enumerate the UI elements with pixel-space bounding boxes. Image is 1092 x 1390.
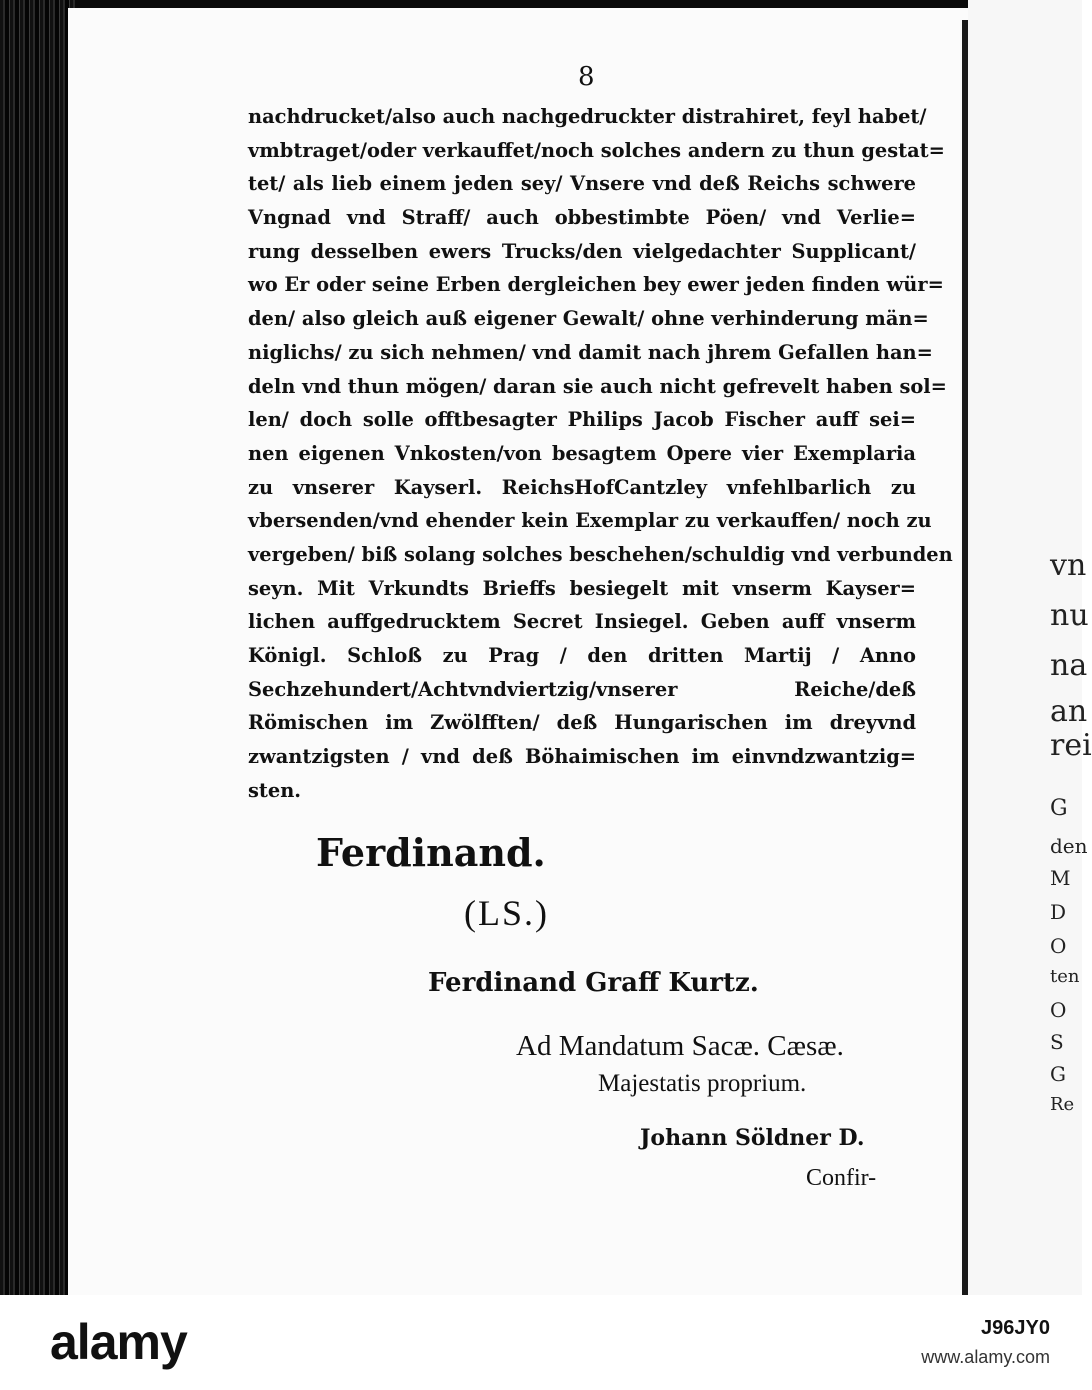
text-line: Römischen im Zwölfften/ deß Hungarischen im dreyvnd: [248, 711, 916, 735]
facing-page-fragment: ten: [1050, 966, 1080, 987]
facing-page-fragment: O: [1050, 998, 1067, 1022]
mandate-line-2: Majestatis proprium.: [598, 1070, 807, 1097]
mandate-line-1: Ad Mandatum Sacæ. Cæsæ.: [516, 1030, 844, 1062]
facing-page-fragment: na: [1050, 648, 1088, 683]
facing-page-fragment: O: [1050, 934, 1067, 958]
text-line: zwantzigsten / vnd deß Böhaimischen im einvndzwantzig=: [248, 745, 916, 769]
catchword: Confir-: [806, 1165, 877, 1191]
facing-page-fragment: vn: [1050, 548, 1087, 583]
page-number: 8: [578, 62, 595, 92]
text-line: zu vnserer Kayserl. ReichsHofCantzley vnfehlbarlich zu: [248, 475, 916, 499]
text-line: rung desselben ewers Trucks/den vielgedachter Supplicant/: [248, 239, 916, 263]
facing-page-fragment: rei: [1050, 728, 1092, 763]
watermark-logo: alamy: [50, 1314, 187, 1370]
facing-page-fragment: S: [1050, 1030, 1064, 1054]
signature-secretary: Johann Söldner D.: [640, 1125, 865, 1151]
body-text: [248, 100, 953, 807]
text-line: sten.: [248, 778, 302, 802]
seal-mark: (LS.): [464, 893, 549, 933]
text-line: Vngnad vnd Straff/ auch obbestimbte Pöen/ vnd Verlie=: [248, 206, 916, 230]
facing-page-fragment: Re: [1050, 1094, 1075, 1115]
book-spine: [0, 0, 75, 1295]
text-line: lichen auffgedrucktem Secret Insiegel. Geben auff vnserm: [248, 610, 916, 634]
text-line: wo Er oder seine Erben dergleichen bey ewer jeden finden wür=: [248, 273, 944, 297]
facing-page-fragment: den: [1050, 834, 1088, 858]
text-line: den/ also gleich auß eigener Gewalt/ ohne verhinderung män=: [248, 307, 929, 331]
facing-page-fragment: G: [1050, 796, 1068, 821]
text-line: vergeben/ biß solang solches beschehen/schuldig vnd verbunden: [248, 542, 953, 566]
text-line: Sechzehundert/Achtvndviertzig/vnserer Reiche/deß: [248, 677, 916, 701]
text-line: nen eigenen Vnkosten/von besagtem Opere vier Exemplaria: [248, 441, 916, 465]
facing-page-fragment: nu: [1050, 598, 1089, 633]
text-line: Königl. Schloß zu Prag / den dritten Martij / Anno: [248, 644, 916, 667]
watermark-url: www.alamy.com: [921, 1347, 1050, 1367]
signature-emperor: Ferdinand.: [316, 830, 546, 875]
text-line: niglichs/ zu sich nehmen/ vnd damit nach jhrem Gefallen han=: [248, 340, 933, 364]
watermark-bar: [0, 1295, 1082, 1390]
text-line: deln vnd thun mögen/ daran sie auch nicht gefrevelt haben sol=: [248, 374, 947, 398]
signature-count: Ferdinand Graff Kurtz.: [428, 968, 759, 998]
text-line: tet/ als lieb einem jeden sey/ Vnsere vnd deß Reichs schwere: [248, 172, 916, 196]
text-line: nachdrucket/also auch nachgedruckter distrahiret, feyl habet/: [248, 105, 927, 128]
facing-page: [968, 0, 1092, 1295]
text-line: len/ doch solle offtbesagter Philips Jacob Fischer auff sei=: [248, 408, 916, 432]
facing-page-fragment: G: [1050, 1062, 1066, 1086]
facing-page-fragment: an: [1050, 694, 1088, 729]
facing-page-fragment: D: [1050, 900, 1067, 924]
watermark-image-id: J96JY0: [981, 1317, 1050, 1339]
text-line: seyn. Mit Vrkundts Brieffs besiegelt mit vnserm Kayser=: [248, 576, 916, 600]
facing-page-fragment: M: [1050, 866, 1071, 890]
text-line: vmbtraget/oder verkauffet/noch solches andern zu thun gestat=: [248, 138, 945, 162]
text-line: vbersenden/vnd ehender kein Exemplar zu verkauffen/ noch zu: [248, 509, 932, 533]
